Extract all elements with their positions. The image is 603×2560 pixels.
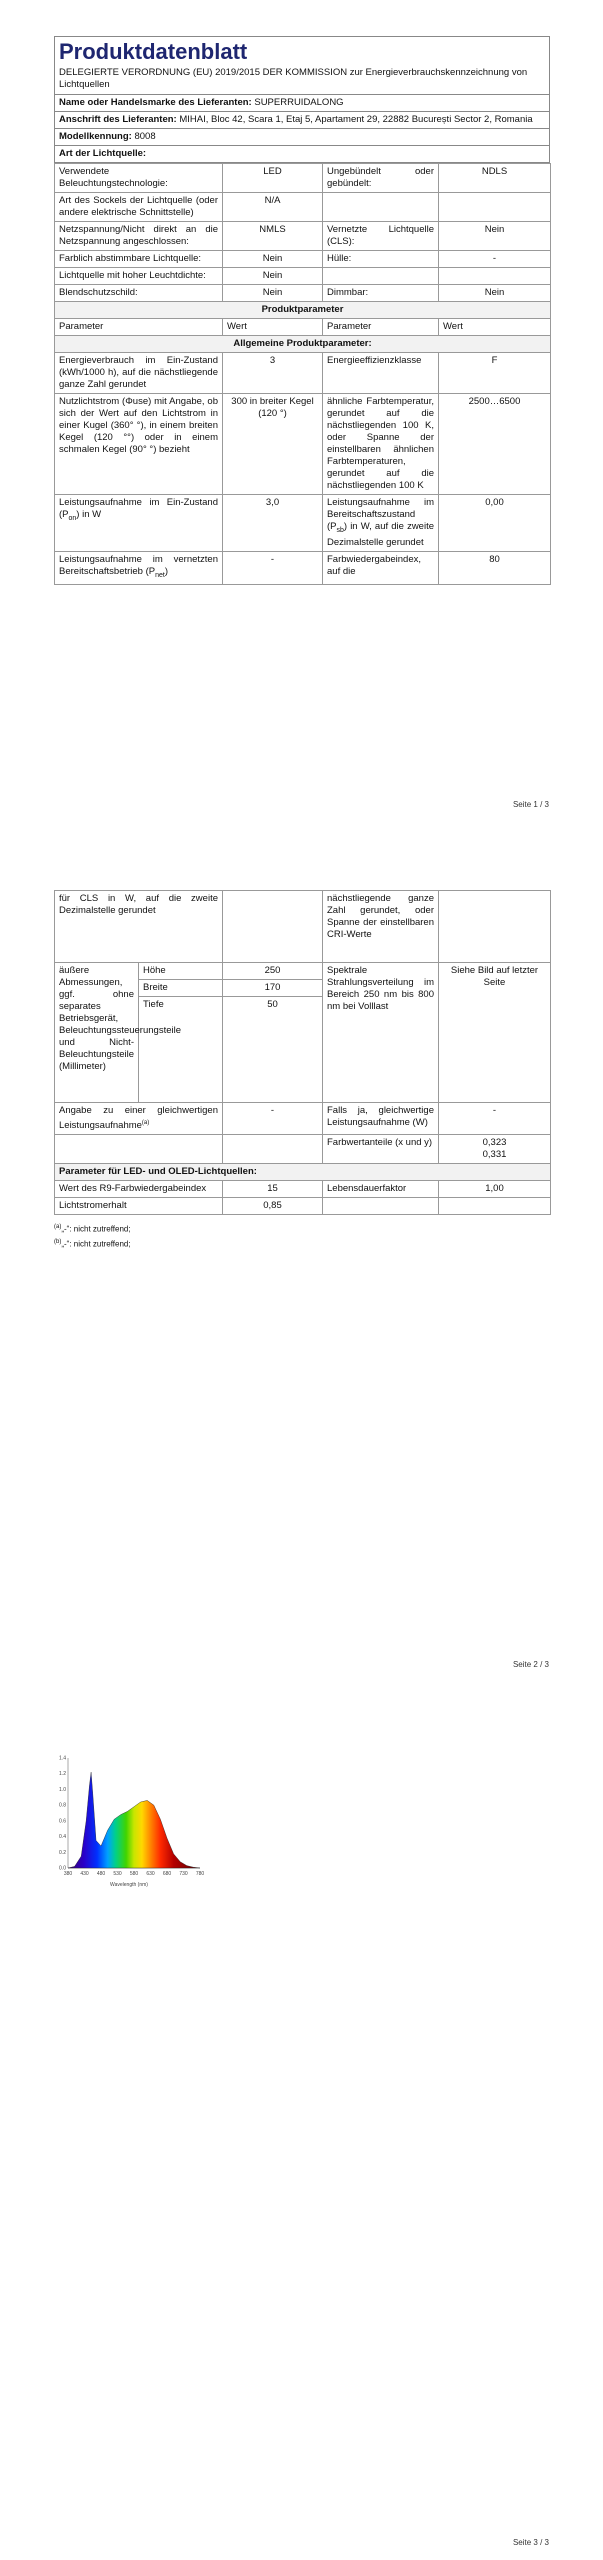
cell-value: F [439,353,551,394]
table-row [55,164,551,193]
dimension-name: Tiefe [139,997,223,1103]
x-tick-label: 580 [129,1871,139,1877]
page-2 [0,880,603,1700]
cell-label: Leistungsaufnahme im Bereitschaftszustand $(P_{sb})$ in W, auf die zweite Dezimalstelle gerundet [323,495,439,552]
cell-value: 15 [223,1181,323,1198]
column-header: Wert [439,319,551,336]
cell-value: Nein [439,285,551,302]
y-tick-label: 0.2 [59,1849,66,1856]
cell-value [439,268,551,285]
footnote-b: $^{(b)}$„-“: nicht zutreffend; [54,1238,131,1249]
led-params-band: Parameter für LED- und OLED-Lichtquellen: [55,1164,551,1181]
x-tick-label: 530 [113,1871,122,1877]
page-title: Produktdatenblatt [54,36,550,66]
y-tick-label: 1.2 [59,1771,66,1778]
footnotes [54,1221,550,1250]
page-number: Seite 2 / 3 [512,1660,549,1669]
table-row [55,551,551,584]
supplier-address-row [54,112,550,129]
cell-label: Leistungsaufnahme im Ein-Zustand $(P_{on})$ in W [55,495,223,552]
cell-value: Nein [223,268,323,285]
page-1 [0,0,603,820]
table-band [55,1164,551,1181]
cell-label: Netzspannung/Nicht direkt an die Netzspannung angeschlossen: [55,222,223,251]
cell-value: - [223,551,323,584]
cell-label: Vernetzte Lichtquelle (CLS): [323,222,439,251]
cell-label [323,1198,439,1215]
cell-value: - [223,1103,323,1135]
table-row [55,495,551,552]
page-number: Seite 3 / 3 [512,2538,549,2547]
regulation-text: DELEGIERTE VERORDNUNG (EU) 2019/2015 DER KOMMISSION zur Energieverbrauchskennzeichnung von Lichtquellen [54,66,550,95]
table-row [55,1135,551,1164]
cell-label: Wert des R9-Farbwiedergabeindex [55,1181,223,1198]
supplier-name-value: SUPERRUIDALONG [254,97,344,108]
cell-label: Farblich abstimmbare Lichtquelle: [55,251,223,268]
model-label: Modellkennung: [59,131,132,142]
dimension-value: 250 [223,963,323,980]
supplier-address-label: Anschrift des Lieferanten: [59,114,177,125]
table-header-row [55,319,551,336]
column-header: Wert [223,319,323,336]
cell-value [223,891,323,963]
cell-label: Hülle: [323,251,439,268]
cell-value: 0,85 [223,1198,323,1215]
model-row [54,129,550,146]
supplier-address-value: MIHAI, Bloc 42, Scara 1, Etaj 5, Apartament 29, 22882 București Sector 2, Romania [179,114,533,125]
cell-label: für CLS in W, auf die zweite Dezimalstelle gerundet [55,891,223,963]
cell-value: 1,00 [439,1181,551,1198]
table-row [55,268,551,285]
product-params-band: Produktparameter [55,302,551,319]
cell-label: Verwendete Beleuchtungstechnologie: [55,164,223,193]
table-band [55,302,551,319]
x-axis-label: Wavelength (nm) [110,1882,148,1888]
dimension-value: 170 [223,980,323,997]
x-tick-label: 430 [80,1871,89,1877]
cell-label: Angabe zu einer gleichwertigen Leistungsaufnahme$^{(a)}$ [55,1103,223,1135]
cell-value [439,891,551,963]
cell-label: Energieeffizienzklasse [323,353,439,394]
cell-label: Leistungsaufnahme im vernetzten Bereitschaftsbetrieb $(P_{net})$ [55,551,223,584]
cell-label: Lichtstromerhalt [55,1198,223,1215]
cell-label: Art des Sockels der Lichtquelle (oder andere elektrische Schnittstelle) [55,193,223,222]
table-band [55,336,551,353]
table-row [55,1181,551,1198]
table-row [55,285,551,302]
dimension-name: Höhe [139,963,223,980]
cell-label [323,193,439,222]
cell-label: Farbwiedergabeindex, auf die [323,551,439,584]
supplier-name-row [54,95,550,112]
cell-label: Blendschutzschild: [55,285,223,302]
cell-value: N/A [223,193,323,222]
table-row [55,891,551,963]
table-row [55,353,551,394]
y-tick-label: 0.4 [59,1834,66,1841]
cell-value: NMLS [223,222,323,251]
table-row [55,1198,551,1215]
datasheet-page-2 [54,890,550,1250]
column-header: Parameter [323,319,439,336]
page-3 [0,1700,603,2560]
x-tick-label: 680 [162,1871,172,1877]
datasheet-page-1 [54,36,550,585]
x-tick-label: 480 [96,1871,106,1877]
y-tick-label: 0.0 [59,1865,66,1872]
cell-value: 3,0 [223,495,323,552]
spectral-label: Spektrale Strahlungsverteilung im Bereich 250 nm bis 800 nm bei Volllast [323,963,439,1103]
supplier-name-label: Name oder Handelsmarke des Lieferanten: [59,97,252,108]
table-row [55,222,551,251]
general-params-band: Allgemeine Produktparameter: [55,336,551,353]
x-tick-label: 780 [195,1871,204,1877]
cell-value [439,193,551,222]
cell-value: 300 in breiter Kegel (120 °) [223,394,323,495]
cell-value: - [439,251,551,268]
light-source-table [54,163,551,585]
plot-area [59,1756,204,1878]
cell-label [55,1135,223,1164]
x-tick-label: 730 [179,1871,188,1877]
cell-value: 3 [223,353,323,394]
x-tick-label: 380 [63,1871,73,1877]
y-tick-label: 0.8 [59,1802,66,1809]
table-row [55,1103,551,1135]
x-tick-label: 630 [146,1871,155,1877]
cell-value: LED [223,164,323,193]
light-source-type-heading: Art der Lichtquelle: [54,146,550,163]
column-header: Parameter [55,319,223,336]
table-row [55,193,551,222]
cell-value: Nein [439,222,551,251]
dimensions-label: äußere Abmessungen, ggf. ohne separates Betriebsgerät, Beleuchtungssteuerungsteile und Nicht-Beleuchtungsteile (Millimeter) [55,963,139,1103]
spectral-value: Siehe Bild auf letzter Seite [439,963,551,1103]
cell-value [223,1135,323,1164]
cell-label: Nutzlichtstrom (Φuse) mit Angabe, ob sich der Wert auf den Lichtstrom in einer Kugel (360° °), in einem breiten Kegel (120 °°) oder in einem schmalen Kegel (90° °) bezieht [55,394,223,495]
page-number: Seite 1 / 3 [512,800,549,809]
cell-value: - [439,1103,551,1135]
table-row [55,963,551,980]
cell-value: 0,323 0,331 [439,1135,551,1164]
table-row [55,394,551,495]
cell-label: Lichtquelle mit hoher Leuchtdichte: [55,268,223,285]
cell-label: Dimmbar: [323,285,439,302]
cell-value: Nein [223,285,323,302]
cell-value: 2500…6500 [439,394,551,495]
cell-value: 80 [439,551,551,584]
cell-label: Ungebündelt oder gebündelt: [323,164,439,193]
cell-label: nächstliegende ganze Zahl gerundet, oder Spanne der einstellbaren CRI-Werte [323,891,439,963]
footnote-a: $^{(a)}$„-“: nicht zutreffend; [54,1224,131,1234]
cell-value: Nein [223,251,323,268]
cell-label: Lebensdauerfaktor [323,1181,439,1198]
dimension-name: Breite [139,980,223,997]
cell-label: ähnliche Farbtemperatur, gerundet auf die nächstliegenden 100 K, oder Spanne der einstellbaren ähnlichen Farbtemperaturen, gerundet auf die nächstliegenden 100 K [323,394,439,495]
y-tick-label: 1.0 [59,1786,66,1793]
cell-label: Energieverbrauch im Ein-Zustand (kWh/1000 h), auf die nächstliegende ganze Zahl gerundet [55,353,223,394]
y-tick-label: 1.4 [59,1755,66,1762]
cell-label: Falls ja, gleichwertige Leistungsaufnahme (W) [323,1103,439,1135]
cell-value: NDLS [439,164,551,193]
cell-label [323,268,439,285]
cell-label: Farbwertanteile (x und y) [323,1135,439,1164]
params-table-continued [54,890,551,1215]
y-tick-label: 0.6 [59,1818,66,1825]
table-row [55,251,551,268]
cell-value: 0,00 [439,495,551,552]
spectrum-area [68,1772,200,1868]
model-value: 8008 [134,131,156,142]
spectral-distribution-chart [54,1750,204,1890]
dimension-value: 50 [223,997,323,1103]
cell-value [439,1198,551,1215]
